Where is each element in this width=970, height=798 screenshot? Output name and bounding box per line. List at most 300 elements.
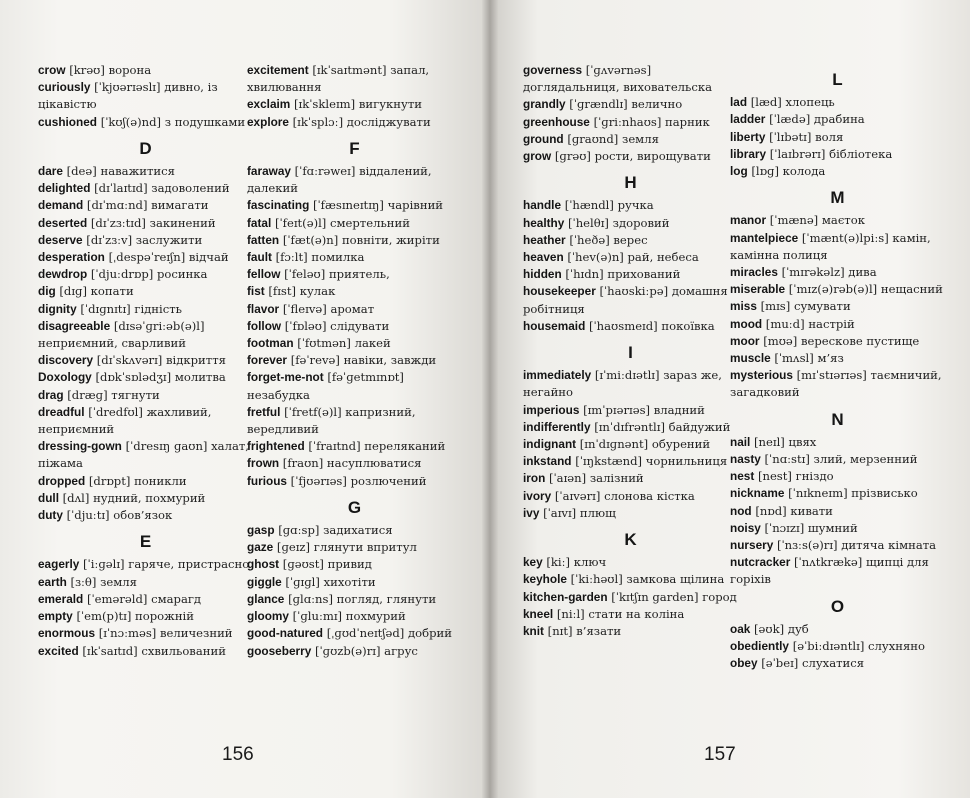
dictionary-entry <box>730 333 945 350</box>
transcription-translation: [ɡrəʊ] рости, вирощувати <box>554 149 711 164</box>
headword: immediately <box>523 368 592 383</box>
headword: frown <box>247 456 280 471</box>
headword: glance <box>247 591 285 606</box>
headword: healthy <box>523 215 565 230</box>
dictionary-entry <box>38 301 253 318</box>
headword: dull <box>38 490 59 505</box>
headword: ivory <box>523 488 552 503</box>
transcription-translation: [dɪˈzɜːtɪd] закинений <box>90 215 216 230</box>
headword: housekeeper <box>523 284 596 299</box>
headword: fretful <box>247 404 281 419</box>
dictionary-entry <box>523 606 738 623</box>
headword: governess <box>523 63 583 77</box>
transcription-translation: [ˈɡʊzb(ə)rɪ] агрус <box>314 643 418 658</box>
dictionary-entry <box>523 419 738 436</box>
dictionary-entry <box>247 283 462 300</box>
dictionary-entry <box>38 79 253 113</box>
headword: gloomy <box>247 609 289 624</box>
headword: fist <box>247 284 265 299</box>
transcription-translation: [əʊk] дуб <box>754 621 809 636</box>
dictionary-entry <box>730 264 945 281</box>
headword: lad <box>730 95 748 110</box>
dictionary-entry <box>38 387 253 404</box>
headword: miss <box>730 299 757 314</box>
transcription-translation: [ˈɡluːmɪ] похмурий <box>292 609 406 624</box>
transcription-translation: [ˈhaʊsmeɪd] покоївка <box>588 318 715 333</box>
right-column-1 <box>523 62 738 640</box>
section-letter: G <box>347 497 362 517</box>
transcription-translation: [mʊə] верескове пустище <box>763 333 920 348</box>
headword: fascinating <box>247 198 310 213</box>
dictionary-entry <box>247 473 462 490</box>
headword: mysterious <box>730 368 793 383</box>
section-letter: E <box>139 532 152 552</box>
dictionary-entry <box>523 453 738 470</box>
transcription-translation: [ˈnɑːstɪ] злий, мерзенний <box>764 452 918 467</box>
headword: nod <box>730 503 752 518</box>
headword: grow <box>523 149 552 164</box>
headword: manor <box>730 213 767 228</box>
dictionary-entry <box>247 455 462 472</box>
dictionary-entry <box>523 266 738 283</box>
transcription-translation: [neɪl] цвях <box>754 434 817 449</box>
transcription-translation: [ɪnˈdɪfrəntlɪ] байдужий <box>594 419 731 434</box>
transcription-translation: [ˈdresɪŋ ɡaʊn] халат, піжама <box>38 439 249 471</box>
transcription-translation: [ˈkjʊərɪəslɪ] дивно, із цікавістю <box>38 80 218 112</box>
transcription-translation: [ˈfretf(ə)l] капризний, вередливий <box>247 404 416 437</box>
transcription-translation: [dɪˈzɜːv] заслужити <box>86 232 203 247</box>
headword: fatal <box>247 215 272 230</box>
headword: kneel <box>523 606 554 621</box>
transcription-translation: [fəˈɡetmɪnɒt] незабудка <box>247 370 404 402</box>
headword: dreadful <box>38 404 85 419</box>
transcription-translation: [ɪˈmiːdɪətlɪ] зараз же, негайно <box>523 368 722 400</box>
transcription-translation: [muːd] настрій <box>765 316 855 331</box>
headword: keyhole <box>523 572 567 587</box>
headword: gooseberry <box>247 643 312 658</box>
headword: ghost <box>247 557 280 572</box>
dictionary-entry <box>730 468 945 485</box>
headword: obey <box>730 656 758 671</box>
headword: gasp <box>247 523 275 538</box>
dictionary-entry <box>523 589 738 606</box>
transcription-translation: [ˈem(p)tɪ] порожній <box>76 609 194 624</box>
dictionary-entry <box>38 608 253 625</box>
transcription-translation: [ɡɑːsp] задихатися <box>278 523 393 538</box>
transcription-translation: [ˈmɪz(ə)rəb(ə)l] нещасний <box>788 282 943 297</box>
dictionary-entry <box>523 148 738 165</box>
book-gutter <box>482 0 498 798</box>
dictionary-entry <box>247 574 462 591</box>
transcription-translation: [ɪˈnɔːməs] величезний <box>98 626 233 641</box>
dictionary-entry <box>38 163 253 180</box>
headword: muscle <box>730 351 771 366</box>
headword: greenhouse <box>523 114 590 129</box>
headword: obediently <box>730 639 789 654</box>
dictionary-entry <box>38 369 253 386</box>
transcription-translation: [ɪkˈskleɪm] вигукнути <box>293 97 422 112</box>
left-column-2 <box>247 62 462 660</box>
transcription-translation: [ˈfʊtmən] лакей <box>297 336 391 351</box>
dictionary-entry <box>38 438 253 472</box>
dictionary-entry <box>730 94 945 111</box>
headword: emerald <box>38 591 84 606</box>
headword: disagreeable <box>38 318 111 333</box>
transcription-translation: [ˈkʊʃ(ə)nd] з подушками <box>100 114 246 129</box>
dictionary-entry <box>247 232 462 249</box>
transcription-translation: [ɡlɑːns] погляд, глянути <box>288 591 437 606</box>
headword: discovery <box>38 353 94 368</box>
transcription-translation: [əˈbeɪ] слухатися <box>761 656 865 671</box>
headword: mantelpiece <box>730 230 799 245</box>
headword: nickname <box>730 486 785 501</box>
headword: fellow <box>247 267 281 282</box>
transcription-translation: [ˈlɪbətɪ] воля <box>769 129 844 144</box>
transcription-translation: [ˈfɒləʊ] слідувати <box>284 318 390 333</box>
transcription-translation: [ˈmɪrəkəlz] дива <box>781 265 877 280</box>
dictionary-entry <box>247 352 462 369</box>
dictionary-entry <box>523 470 738 487</box>
transcription-translation: [ˈfɑːrəweɪ] віддалений, далекий <box>247 164 432 196</box>
dictionary-entry <box>247 522 462 539</box>
dictionary-entry <box>247 404 462 438</box>
dictionary-entry <box>38 352 253 369</box>
transcription-translation: [ˈheðə] верес <box>569 232 648 247</box>
transcription-translation: [ˈkɪtʃɪn garden] город <box>611 589 737 604</box>
transcription-translation: [ˈhelθɪ] здоровий <box>568 215 670 230</box>
headword: nutcracker <box>730 555 791 570</box>
dictionary-entry <box>523 402 738 419</box>
transcription-translation: [lɒɡ] колода <box>751 164 826 179</box>
dictionary-entry <box>38 591 253 608</box>
headword: log <box>730 164 748 179</box>
transcription-translation: [ˈkiːhəʊl] замкова щілина <box>570 572 725 587</box>
headword: indifferently <box>523 419 591 434</box>
dictionary-entry <box>38 283 253 300</box>
headword: exclaim <box>247 97 291 112</box>
headword: furious <box>247 473 287 488</box>
transcription-translation: [dɪˈlaɪtɪd] задоволений <box>94 181 230 196</box>
section-letter: M <box>830 188 845 208</box>
transcription-translation: [ˈnɪkneɪm] прізвисько <box>788 486 918 501</box>
headword: Doxology <box>38 370 92 385</box>
dictionary-entry <box>523 96 738 113</box>
headword: good-natured <box>247 626 324 641</box>
headword: flavor <box>247 301 280 316</box>
headword: cushioned <box>38 114 97 129</box>
dictionary-entry <box>730 350 945 367</box>
transcription-translation: [ˈiːɡəlɪ] гаряче, пристрасно <box>83 557 250 572</box>
dictionary-entry <box>247 318 462 335</box>
dictionary-entry <box>247 608 462 625</box>
headword: forever <box>247 353 287 368</box>
headword: ground <box>523 131 564 146</box>
dictionary-entry <box>730 503 945 520</box>
transcription-translation: [ˈemərəld] смарагд <box>86 591 202 606</box>
dictionary-entry <box>523 436 738 453</box>
headword: explore <box>247 114 289 129</box>
dictionary-entry <box>38 490 253 507</box>
transcription-translation: [ɪkˈsplɔː] досліджувати <box>292 114 431 129</box>
transcription-translation: [dɪˈskʌvərɪ] відкриття <box>96 353 226 368</box>
headword: indignant <box>523 437 577 452</box>
transcription-translation: [ˈɡʌvərnəs] доглядальниця, виховательска <box>523 63 713 95</box>
section-letter: F <box>349 138 360 158</box>
headword: faraway <box>247 164 291 179</box>
dictionary-entry <box>730 434 945 451</box>
transcription-translation: [ˈlædə] драбина <box>769 112 865 127</box>
dictionary-entry <box>247 369 462 403</box>
dictionary-entry <box>730 111 945 128</box>
dictionary-entry <box>38 249 253 266</box>
dictionary-entry <box>523 488 738 505</box>
headword: follow <box>247 318 282 333</box>
headword: duty <box>38 508 63 523</box>
dictionary-entry <box>730 655 945 672</box>
transcription-translation: [ɪmˈpɪərɪəs] владний <box>583 402 705 417</box>
headword: forget-me-not <box>247 370 324 385</box>
transcription-translation: [ˈhev(ə)n] рай, небеса <box>567 250 699 265</box>
headword: moor <box>730 333 760 348</box>
headword: grandly <box>523 97 566 112</box>
headword: demand <box>38 198 84 213</box>
transcription-translation: [ˈdjuːdrɒp] росинка <box>90 267 208 282</box>
transcription-translation: [fraʊn] насуплюватися <box>282 456 422 471</box>
dictionary-entry <box>523 623 738 640</box>
headword: knit <box>523 624 544 639</box>
dictionary-entry <box>247 335 462 352</box>
transcription-translation: [dʌl] нудний, похмурий <box>62 490 206 505</box>
dictionary-entry <box>730 485 945 502</box>
transcription-translation: [ˈhændl] ручка <box>564 198 654 213</box>
dictionary-entry <box>247 301 462 318</box>
dictionary-entry <box>523 283 738 317</box>
headword: mood <box>730 316 763 331</box>
headword: library <box>730 146 767 161</box>
transcription-translation: [ɪkˈsaɪtɪd] схвильований <box>82 643 226 658</box>
transcription-translation: [dræɡ] тягнути <box>67 387 160 402</box>
dictionary-entry <box>247 556 462 573</box>
dictionary-entry <box>247 215 462 232</box>
section-letter: K <box>624 530 637 550</box>
dictionary-entry <box>38 473 253 490</box>
transcription-translation: [ˈlaɪbrərɪ] бібліотека <box>769 146 893 161</box>
headword: crow <box>38 63 66 77</box>
transcription-translation: [ˈnɜːs(ə)rɪ] дитяча кімната <box>776 538 937 553</box>
right-column-2 <box>730 62 945 673</box>
headword: key <box>523 555 543 570</box>
transcription-translation: [ˈfæt(ə)n] повніти, жиріти <box>282 232 440 247</box>
transcription-translation: [fɔːlt] помилка <box>275 250 365 265</box>
dictionary-entry <box>247 62 462 96</box>
dictionary-entry <box>38 643 253 660</box>
dictionary-entry <box>523 554 738 571</box>
headword: heather <box>523 232 566 247</box>
dictionary-entry <box>730 230 945 264</box>
headword: noisy <box>730 520 761 535</box>
dictionary-entry <box>247 591 462 608</box>
transcription-translation: [drɒpt] поникли <box>88 473 187 488</box>
dictionary-entry <box>730 638 945 655</box>
headword: excited <box>38 643 79 658</box>
section-letter: N <box>831 409 844 429</box>
transcription-translation: [əˈbiːdɪəntlɪ] слухняно <box>792 639 926 654</box>
dictionary-entry <box>247 643 462 660</box>
headword: empty <box>38 609 73 624</box>
transcription-translation: [ˈhaʊskiːpə] домашня робітниця <box>523 284 728 316</box>
dictionary-entry <box>523 571 738 588</box>
transcription-translation: [mɪs] сумувати <box>760 299 851 314</box>
headword: eagerly <box>38 557 80 572</box>
headword: enormous <box>38 626 96 641</box>
transcription-translation: [ɡeɪz] глянути впритул <box>276 540 417 555</box>
dictionary-entry <box>247 163 462 197</box>
transcription-translation: [ˈfeləʊ] приятель, <box>284 267 390 282</box>
headword: iron <box>523 471 546 486</box>
headword: miserable <box>730 282 786 297</box>
dictionary-entry <box>38 215 253 232</box>
transcription-translation: [ˈfjʊərɪəs] розлючений <box>290 473 427 488</box>
dictionary-entry <box>730 367 945 401</box>
headword: dewdrop <box>38 267 88 282</box>
transcription-translation: [ˈmænt(ə)lpiːs] камін, камінна полиця <box>730 230 931 262</box>
headword: nail <box>730 434 751 449</box>
dictionary-entry <box>38 318 253 352</box>
dictionary-entry <box>730 554 945 588</box>
dictionary-entry <box>247 539 462 556</box>
dictionary-entry <box>523 505 738 522</box>
dictionary-entry <box>247 438 462 455</box>
headword: fault <box>247 250 272 265</box>
headword: hidden <box>523 267 562 282</box>
transcription-translation: [ˈfleɪvə] аромат <box>282 301 375 316</box>
headword: desperation <box>38 250 105 265</box>
transcription-translation: [dɪˈmɑːnd] вимагати <box>86 198 209 213</box>
headword: frightened <box>247 439 305 454</box>
transcription-translation: [nest] гніздо <box>757 469 834 484</box>
transcription-translation: [ˈaɪvərɪ] слонова кістка <box>554 488 695 503</box>
page-number-right: 157 <box>704 744 736 765</box>
transcription-translation: [ˈdredfʊl] жахливий, неприємний <box>38 404 212 437</box>
headword: housemaid <box>523 318 586 333</box>
headword: earth <box>38 574 67 589</box>
section-letter: L <box>832 70 843 89</box>
transcription-translation: [ˌdespəˈreɪʃn] відчай <box>108 250 229 265</box>
transcription-translation: [ˈdjuːtɪ] обов’язок <box>66 508 173 523</box>
headword: gaze <box>247 540 274 555</box>
transcription-translation: [deə] наважитися <box>66 164 175 179</box>
dictionary-entry <box>523 197 738 214</box>
transcription-translation: [krəʊ] ворона <box>69 63 152 77</box>
transcription-translation: [læd] хлопець <box>750 95 835 110</box>
dictionary-entry <box>523 215 738 232</box>
transcription-translation: [dɪsəˈɡriːəb(ə)l] неприємний, сварливий <box>38 318 205 351</box>
headword: nest <box>730 469 755 484</box>
headword: handle <box>523 198 562 213</box>
headword: delighted <box>38 181 91 196</box>
transcription-translation: [ˈɪŋkstænd] чорнильниця <box>575 454 728 469</box>
dictionary-entry <box>523 249 738 266</box>
dictionary-entry <box>38 266 253 283</box>
headword: dropped <box>38 473 86 488</box>
headword: dressing-gown <box>38 439 122 454</box>
dictionary-entry <box>38 232 253 249</box>
dictionary-entry <box>730 281 945 298</box>
dictionary-entry <box>730 129 945 146</box>
dictionary-entry <box>523 131 738 148</box>
section-letter: H <box>624 173 637 193</box>
transcription-translation: [ɪkˈsaɪtmənt] запал, хвилювання <box>247 63 430 95</box>
dictionary-entry <box>730 212 945 229</box>
headword: oak <box>730 621 751 636</box>
dictionary-entry <box>38 556 253 573</box>
dictionary-entry <box>730 520 945 537</box>
headword: fatten <box>247 232 280 247</box>
dictionary-entry <box>730 146 945 163</box>
dictionary-entry <box>247 249 462 266</box>
headword: deserve <box>38 232 83 247</box>
transcription-translation: [niːl] стати на коліна <box>556 606 685 621</box>
transcription-translation: [nɒd] кивати <box>755 503 833 518</box>
right-page <box>490 0 970 798</box>
transcription-translation: [mɪˈstɪərɪəs] таємничий, загадковий <box>730 368 942 400</box>
headword: excitement <box>247 63 309 77</box>
transcription-translation: [ˈnɔɪzɪ] шумний <box>764 520 858 535</box>
transcription-translation: [ɡəʊst] привид <box>282 557 372 572</box>
dictionary-entry <box>38 574 253 591</box>
dictionary-entry <box>38 507 253 524</box>
dictionary-entry <box>730 298 945 315</box>
dictionary-entry <box>38 114 253 131</box>
headword: liberty <box>730 129 766 144</box>
dictionary-entry <box>523 62 738 96</box>
dictionary-entry <box>38 197 253 214</box>
transcription-translation: [ˈmʌsl] м’яз <box>774 351 844 366</box>
headword: footman <box>247 336 294 351</box>
headword: heaven <box>523 250 564 265</box>
transcription-translation: [ˈɡrændlɪ] велично <box>569 97 683 112</box>
headword: kitchen-garden <box>523 589 608 604</box>
transcription-translation: [ɜːθ] земля <box>70 574 137 589</box>
transcription-translation: [ˈhɪdn] прихований <box>565 267 681 282</box>
section-letter: O <box>830 596 845 616</box>
left-column-1 <box>38 62 253 660</box>
dictionary-entry <box>730 621 945 638</box>
dictionary-entry <box>247 625 462 642</box>
headword: inkstand <box>523 454 572 469</box>
dictionary-entry <box>247 96 462 113</box>
headword: curiously <box>38 80 91 95</box>
transcription-translation: [fɪst] кулак <box>268 284 336 299</box>
dictionary-entry <box>247 266 462 283</box>
transcription-translation: [kiː] ключ <box>546 555 607 570</box>
transcription-translation: [ɪnˈdɪɡnənt] обурений <box>579 437 711 452</box>
transcription-translation: [ˈaɪən] залізний <box>548 471 644 486</box>
headword: nursery <box>730 538 774 553</box>
headword: dare <box>38 164 63 179</box>
page-number-left: 156 <box>222 744 254 765</box>
headword: nasty <box>730 452 761 467</box>
transcription-translation: [ˌɡʊdˈneɪtʃəd] добрий <box>326 626 452 641</box>
transcription-translation: [ˈɡriːnhaʊs] парник <box>593 114 710 129</box>
transcription-translation: [ˈɡɪɡl] хихотіти <box>285 574 376 589</box>
dictionary-entry <box>730 451 945 468</box>
dictionary-entry <box>523 232 738 249</box>
headword: ivy <box>523 505 540 520</box>
dictionary-entry <box>730 537 945 554</box>
transcription-translation: [fəˈrevə] навіки, завжди <box>290 353 437 368</box>
headword: dignity <box>38 301 77 316</box>
